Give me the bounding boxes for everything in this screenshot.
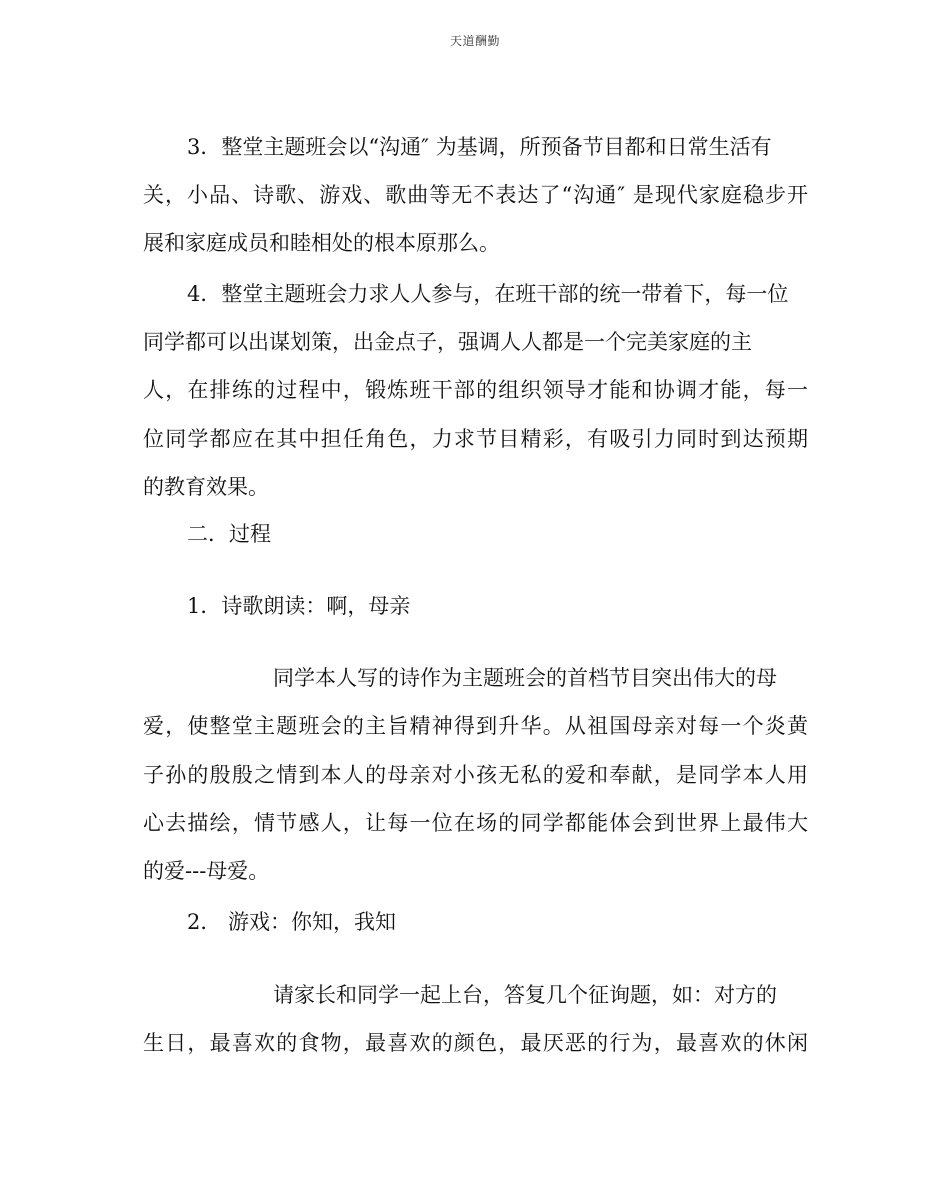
text-line: 1．诗歌朗读：啊，母亲 bbox=[187, 594, 411, 618]
text-line: 4．整堂主题班会力求人人参与，在班干部的统一带着下，每一位 bbox=[187, 282, 789, 306]
text-line: 生日，最喜欢的食物，最喜欢的颜色，最厌恶的行为，最喜欢的休闲 bbox=[143, 1031, 808, 1055]
text-line: 展和家庭成员和睦相处的根本原那么。 bbox=[143, 231, 500, 255]
text-line: 的爱---母爱。 bbox=[143, 859, 270, 883]
text-line: 心去描绘，情节感人，让每一位在场的同学都能体会到世界上最伟大 bbox=[143, 811, 808, 835]
text-line: 的教育效果。 bbox=[143, 475, 269, 499]
text-line: 关，小品、诗歌、游戏、歌曲等无不表达了“沟通″ 是现代家庭稳步开 bbox=[143, 183, 808, 207]
text-line: 二．过程 bbox=[187, 522, 271, 546]
text-line: 人，在排练的过程中，锻炼班干部的组织领导才能和协调才能，每一 bbox=[143, 378, 808, 402]
text-line: 爱，使整堂主题班会的主旨精神得到升华。从祖国母亲对每一个炎黄 bbox=[143, 714, 808, 738]
text-line: 位同学都应在其中担任角色，力求节目精彩，有吸引力同时到达预期 bbox=[143, 427, 808, 451]
text-line: 子孙的殷殷之情到本人的母亲对小孩无私的爱和奉献，是同学本人用 bbox=[143, 763, 808, 787]
text-line: 请家长和同学一起上台，答复几个征询题，如：对方的 bbox=[273, 983, 777, 1007]
text-line: 同学都可以出谋划策，出金点子，强调人人都是一个完美家庭的主 bbox=[143, 330, 752, 354]
text-line: 2． 游戏：你知，我知 bbox=[187, 910, 397, 934]
text-line: 同学本人写的诗作为主题班会的首档节目突出伟大的母 bbox=[273, 666, 777, 690]
page-header: 天道酬勤 bbox=[449, 34, 500, 48]
text-line: 3．整堂主题班会以“沟通″ 为基调，所预备节目都和日常生活有 bbox=[187, 135, 772, 159]
